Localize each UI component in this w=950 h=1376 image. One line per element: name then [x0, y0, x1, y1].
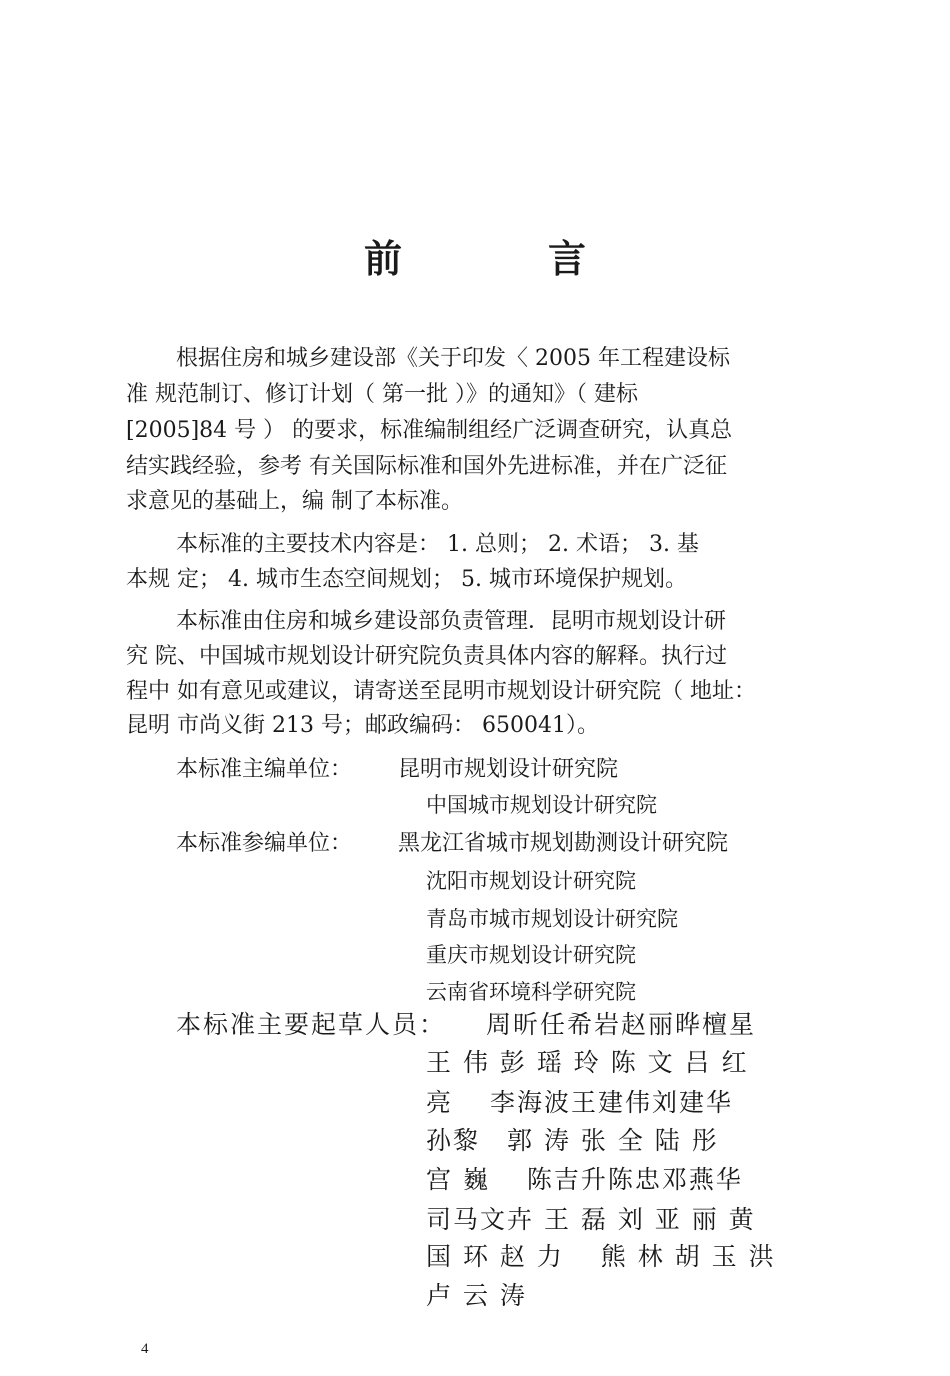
page-title: 前 言	[363, 236, 640, 281]
paragraph-1-line: 准 规范制订、修订计划（ 第一批 ）》的通知》（ 建标	[126, 382, 638, 407]
paragraph-2-line: 本标准的主要技术内容是： 1. 总则； 2. 术语； 3. 基	[176, 532, 699, 557]
paragraph-1-line: 根据住房和城乡建设部《关于印发〈 2005 年工程建设标	[176, 346, 730, 371]
chief-unit: 昆明市规划设计研究院	[398, 757, 619, 782]
drafters-line: 司马文卉 王 磊 刘 亚 丽 黄	[426, 1205, 756, 1234]
page-number: 4	[141, 1341, 149, 1357]
participating-unit: 云南省环境科学研究院	[426, 980, 636, 1004]
drafters-label: 本标准主要起草人员：	[176, 1010, 447, 1039]
paragraph-1-line: [2005]84 号 ） 的要求，标准编制组经广泛调查研究，认真总	[126, 418, 733, 443]
paragraph-1-line: 结实践经验，参考 有关国际标准和国外先进标准，并在广泛征	[126, 454, 727, 479]
participating-unit: 青岛市城市规划设计研究院	[426, 907, 678, 931]
paragraph-3-line: 究 院、中国城市规划设计研究院负责具体内容的解释。执行过	[126, 644, 727, 669]
paragraph-1-line: 求意见的基础上，编 制了本标准。	[126, 489, 463, 514]
drafters-line: 孙黎 郭 涛 张 全 陆 彤	[426, 1126, 719, 1155]
drafters-line: 王 伟 彭 瑶 玲 陈 文 吕 红	[426, 1048, 749, 1077]
participating-unit: 沈阳市规划设计研究院	[426, 869, 636, 893]
participating-units-label: 本标准参编单位：	[176, 831, 353, 856]
participating-unit: 黑龙江省城市规划勘测设计研究院	[398, 831, 729, 856]
chief-units-label: 本标准主编单位：	[176, 757, 353, 782]
drafters-line: 亮 李海波王建伟刘建华	[426, 1088, 733, 1117]
drafters-line: 宫 巍 陈吉升陈忠邓燕华	[426, 1165, 743, 1194]
paragraph-3-line: 昆明 市尚义街 213 号；邮政编码： 650041）。	[126, 713, 599, 738]
paragraph-3-line: 程中 如有意见或建议，请寄送至昆明市规划设计研究院（ 地址：	[126, 679, 756, 704]
chief-unit: 中国城市规划设计研究院	[426, 793, 657, 817]
paragraph-2-line: 本规 定； 4. 城市生态空间规划； 5. 城市环境保护规划。	[126, 567, 687, 592]
participating-unit: 重庆市规划设计研究院	[426, 943, 636, 967]
paragraph-3-line: 本标准由住房和城乡建设部负责管理．昆明市规划设计研	[176, 609, 727, 634]
drafters-line: 国 环 赵 力 熊 林 胡 玉 洪	[426, 1242, 776, 1271]
drafters-line: 周昕任希岩赵丽晔檀星	[486, 1010, 757, 1039]
drafters-line: 卢 云 涛	[426, 1281, 527, 1310]
